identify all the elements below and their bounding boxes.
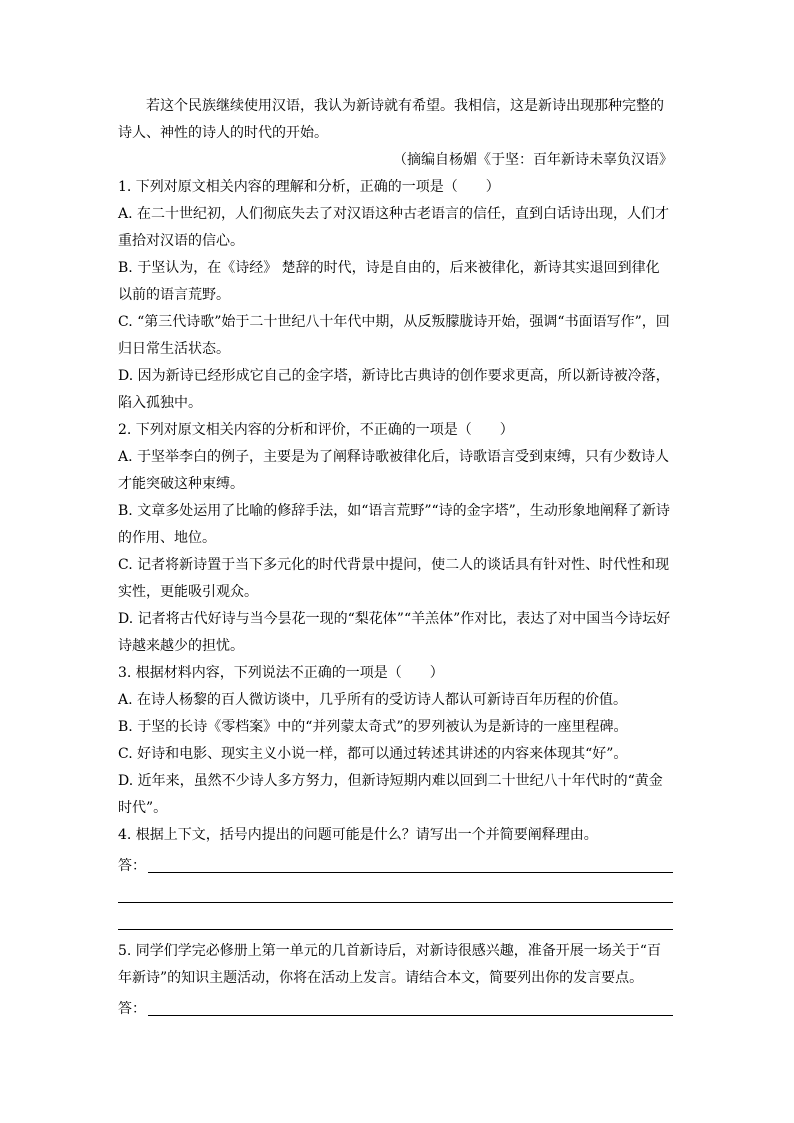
question-4 xyxy=(118,822,673,930)
option-a: A. 在二十世纪初，人们彻底失去了对汉语这种古老语言的信任，直到白话诗出现，人们才重拾对汉语的信心。 xyxy=(118,206,670,249)
option-c: C. 记者将新诗置于当下多元化的时代背景中提问，使二人的谈话具有针对性、时代性和现实性，更能吸引观众。 xyxy=(118,557,670,600)
option-d: D. 记者将古代好诗与当今昙花一现的“梨花体”“羊羔体”作对比，表达了对中国当今诗坛好诗越来越少的担忧。 xyxy=(118,611,671,654)
answer-line[interactable] xyxy=(148,872,673,873)
option-d: D. 近年来，虽然不少诗人多方努力，但新诗短期内难以回到二十世纪八十年代时的“黄金时代”。 xyxy=(118,773,663,816)
answer-line[interactable] xyxy=(148,1015,673,1016)
option-b: B. 文章多处运用了比喻的修辞手法，如“语言荒野”“诗的金字塔”，生动形象地阐释了新诗的作用、地位。 xyxy=(118,503,670,546)
question-5 xyxy=(118,938,673,1019)
option-c: C. 好诗和电影、现实主义小说一样，都可以通过转述其讲述的内容来体现其“好”。 xyxy=(118,746,628,762)
question-2 xyxy=(118,417,673,660)
question-3 xyxy=(118,660,673,822)
option-b: B. 于坚认为，在《诗经》 楚辞的时代，诗是自由的，后来被律化，新诗其实退回到律化以前的语言荒野。 xyxy=(118,260,660,303)
option-a: A. 于坚举李白的例子，主要是为了阐释诗歌被律化后，诗歌语言受到束缚，只有少数诗人才能突破这种束缚。 xyxy=(118,449,670,492)
spacer xyxy=(118,930,673,938)
option-a: A. 在诗人杨黎的百人微访谈中，几乎所有的受访诗人都认可新诗百年历程的价值。 xyxy=(118,692,628,708)
answer-line[interactable] xyxy=(118,903,673,930)
option-c: C. “第三代诗歌”始于二十世纪八十年代中期，从反叛朦胧诗开始，强调“书面语写作”，回归日常生活状态。 xyxy=(118,314,670,357)
answer-line[interactable] xyxy=(118,876,673,903)
question-stem: 4. 根据上下文，括号内提出的问题可能是什么？请写出一个并简要阐释理由。 xyxy=(118,827,598,843)
worksheet-content xyxy=(118,93,673,1019)
question-stem: 3. 根据材料内容，下列说法不正确的一项是（ ） xyxy=(118,665,444,681)
question-stem: 1. 下列对原文相关内容的理解和分析，正确的一项是（ ） xyxy=(118,179,500,195)
answer-row xyxy=(118,849,673,876)
option-d: D. 因为新诗已经形成它自己的金字塔，新诗比古典诗的创作要求更高，所以新诗被冷落，陷入孤独中。 xyxy=(118,368,670,411)
question-stem: 2. 下列对原文相关内容的分析和评价，不正确的一项是（ ） xyxy=(118,422,514,438)
question-stem: 5. 同学们学完必修册上第一单元的几首新诗后，对新诗很感兴趣，准备开展一场关于“百年新诗”的知识主题活动，你将在活动上发言。请结合本文，简要列出你的发言要点。 xyxy=(118,943,661,986)
option-b: B. 于坚的长诗《零档案》中的“并列蒙太奇式”的罗列被认为是新诗的一座里程碑。 xyxy=(118,719,628,735)
answer-row xyxy=(118,992,673,1019)
answer-label: 答： xyxy=(118,858,146,874)
answer-label: 答： xyxy=(118,1001,146,1017)
source-citation: （摘编自杨媚《于坚：百年新诗未辜负汉语》 xyxy=(393,152,673,168)
intro-paragraph: 若这个民族继续使用汉语，我认为新诗就有希望。我相信，这是新诗出现那种完整的诗人、神性的诗人的时代的开始。 xyxy=(118,98,664,141)
question-1 xyxy=(118,174,673,417)
